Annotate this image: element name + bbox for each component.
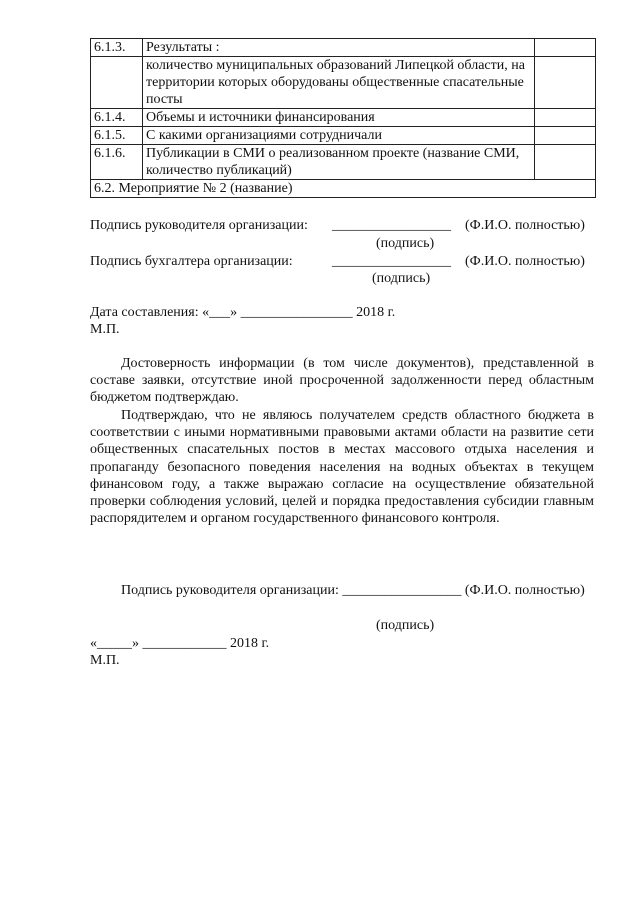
row-text: Объемы и источники финансирования bbox=[143, 109, 535, 127]
row-text: Публикации в СМИ о реализованном проекте (название СМИ, количество публикаций) bbox=[143, 145, 535, 180]
table-row bbox=[91, 57, 596, 109]
row-number: 6.1.4. bbox=[91, 109, 143, 127]
table-row bbox=[91, 39, 596, 57]
head-signature-caption: (подпись) bbox=[376, 236, 435, 251]
accountant-signature-line: _________________ bbox=[332, 254, 451, 269]
table-row bbox=[91, 127, 596, 145]
project-results-table bbox=[90, 38, 596, 198]
row-number: 6.1.6. bbox=[91, 145, 143, 180]
final-signature-caption: (подпись) bbox=[376, 618, 435, 633]
accountant-signature-caption: (подпись) bbox=[372, 271, 431, 286]
paragraph-confirmation: Подтверждаю, что не являюсь получателем средств областного бюджета в соответствии с иными нормативными правовыми актами области на развитие сети общественных спасательных постов в местах массового отдыха населения и пропаганду безопасного поведения населения на водных объектах в текущем финансовом году, а также выражаю согласие на осуществление обязательной проверки соблюдения условий, целей и порядка предоставления субсидии главным распорядителем и органом государственного финансового контроля. bbox=[90, 408, 594, 527]
stamp-mark: М.П. bbox=[90, 322, 120, 337]
row-text: С какими организациями сотрудничали bbox=[143, 127, 535, 145]
row-number: 6.1.5. bbox=[91, 127, 143, 145]
accountant-signature-label: Подпись бухгалтера организации: bbox=[90, 254, 293, 269]
date-line: Дата составления: «___» ________________ 2018 г. bbox=[90, 305, 396, 320]
row-value bbox=[535, 145, 596, 180]
head-signature-label: Подпись руководителя организации: bbox=[90, 218, 308, 233]
row-text: Результаты : bbox=[143, 39, 535, 57]
row-value bbox=[535, 57, 596, 109]
head-fio-caption: (Ф.И.О. полностью) bbox=[465, 218, 585, 233]
final-stamp-mark: М.П. bbox=[90, 653, 120, 668]
table-row bbox=[91, 109, 596, 127]
row-value bbox=[535, 127, 596, 145]
row-text: количество муниципальных образований Липецкой области, на территории которых оборудованы общественные спасательные посты bbox=[143, 57, 535, 109]
row-number: 6.1.3. bbox=[91, 39, 143, 57]
row-value bbox=[535, 109, 596, 127]
accountant-fio-caption: (Ф.И.О. полностью) bbox=[465, 254, 585, 269]
row-value bbox=[535, 39, 596, 57]
table-footer-row bbox=[91, 180, 596, 198]
final-date-line: «_____» ____________ 2018 г. bbox=[90, 636, 270, 651]
final-signature-line: Подпись руководителя организации: _________________ (Ф.И.О. полностью) bbox=[121, 583, 585, 598]
event-2-title: 6.2. Мероприятие № 2 (название) bbox=[91, 180, 596, 198]
row-number bbox=[91, 57, 143, 109]
table-row bbox=[91, 145, 596, 180]
head-signature-line: _________________ bbox=[332, 218, 451, 233]
paragraph-reliability: Достоверность информации (в том числе документов), представленной в составе заявки, отсутствие иной просроченной задолженности перед областным бюджетом подтверждаю. bbox=[90, 356, 594, 406]
